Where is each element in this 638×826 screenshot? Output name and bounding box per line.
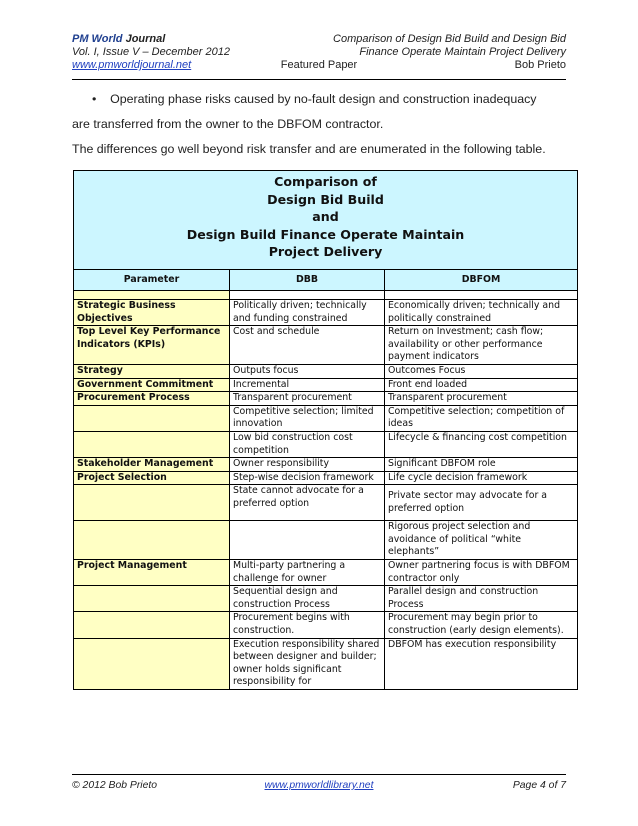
table-row	[74, 586, 578, 612]
footer-copyright: © 2012 Bob Prieto	[72, 780, 158, 791]
table-row	[74, 485, 578, 521]
spacer-cell	[74, 290, 230, 299]
parameter-cell: Top Level Key Performance Indicators (KPIs)	[74, 326, 230, 365]
bullet-continuation: are transferred from the owner to the DBFOM contractor.	[72, 117, 384, 131]
spacer-cell	[385, 290, 578, 299]
table-header-row	[74, 269, 578, 290]
table-row	[74, 299, 578, 325]
spacer-row	[74, 290, 578, 299]
spacer-cell	[230, 290, 385, 299]
parameter-cell	[74, 638, 230, 689]
dbfom-cell: Parallel design and construction Process	[385, 586, 578, 612]
page-header	[72, 33, 566, 77]
journal-name-suffix: Journal	[122, 33, 166, 45]
footer-url-link[interactable]: www.pmworldlibrary.net	[264, 780, 374, 791]
table-row	[74, 521, 578, 560]
parameter-cell: Strategy	[74, 364, 230, 378]
parameter-cell: Government Commitment	[74, 378, 230, 392]
parameter-cell	[74, 612, 230, 638]
dbb-cell: Politically driven; technically and funding constrained	[230, 299, 385, 325]
header-dbfom: DBFOM	[385, 269, 578, 290]
bullet-item	[92, 92, 537, 106]
header-parameter: Parameter	[74, 269, 230, 290]
paper-title-line1: Comparison of Design Bid Build and Design Bid	[333, 33, 566, 45]
dbb-cell: Execution responsibility shared between designer and builder; owner holds significant responsibility for	[230, 638, 385, 689]
dbfom-cell: Front end loaded	[385, 378, 578, 392]
dbfom-cell: Procurement may begin prior to construction (early design elements).	[385, 612, 578, 638]
dbfom-cell: Significant DBFOM role	[385, 458, 578, 472]
dbb-cell: State cannot advocate for a preferred option	[230, 485, 385, 521]
parameter-cell	[74, 521, 230, 560]
footer-page-number: Page 4 of 7	[512, 780, 566, 791]
parameter-cell: Procurement Process	[74, 392, 230, 406]
page-footer	[72, 780, 566, 791]
dbb-cell: Owner responsibility	[230, 458, 385, 472]
paper-section: Featured Paper	[280, 59, 358, 71]
table-row	[74, 392, 578, 406]
header-dbb: DBB	[230, 269, 385, 290]
table-row	[74, 638, 578, 689]
dbfom-cell: Life cycle decision framework	[385, 471, 578, 485]
table-row	[74, 458, 578, 472]
paper-title-line2: Finance Operate Maintain Project Delivery	[359, 46, 566, 58]
comparison-table	[73, 170, 578, 690]
dbfom-cell: Private sector may advocate for a preferred option	[385, 485, 578, 521]
table-title-line: and	[312, 209, 339, 225]
bullet-text: Operating phase risks caused by no-fault design and construction inadequacy	[110, 92, 537, 106]
parameter-cell: Stakeholder Management	[74, 458, 230, 472]
header-rule	[72, 79, 566, 80]
dbfom-cell: Owner partnering focus is with DBFOM contractor only	[385, 560, 578, 586]
parameter-cell: Project Management	[74, 560, 230, 586]
parameter-cell	[74, 431, 230, 457]
dbfom-cell: Rigorous project selection and avoidance of political “white elephants”	[385, 521, 578, 560]
journal-name: PM World	[72, 33, 123, 45]
parameter-cell	[74, 586, 230, 612]
dbfom-cell: Lifecycle & financing cost competition	[385, 431, 578, 457]
table-title	[74, 171, 578, 270]
dbfom-cell: DBFOM has execution responsibility	[385, 638, 578, 689]
parameter-cell	[74, 405, 230, 431]
table-body	[74, 299, 578, 689]
parameter-cell: Project Selection	[74, 471, 230, 485]
parameter-cell	[74, 485, 230, 521]
table-row	[74, 378, 578, 392]
table-title-line: Design Bid Build	[267, 191, 384, 207]
dbfom-cell: Competitive selection; competition of ideas	[385, 405, 578, 431]
parameter-cell: Strategic Business Objectives	[74, 299, 230, 325]
dbb-cell: Multi-party partnering a challenge for owner	[230, 560, 385, 586]
dbfom-cell: Outcomes Focus	[385, 364, 578, 378]
journal-issue: Vol. I, Issue V – December 2012	[72, 46, 230, 58]
table-row	[74, 431, 578, 457]
paper-author: Bob Prieto	[514, 59, 566, 71]
dbb-cell	[230, 521, 385, 560]
table-row	[74, 326, 578, 365]
table-row	[74, 364, 578, 378]
bullet-icon: •	[92, 92, 97, 106]
dbfom-cell: Transparent procurement	[385, 392, 578, 406]
table-row	[74, 405, 578, 431]
dbb-cell: Incremental	[230, 378, 385, 392]
table-row	[74, 471, 578, 485]
table-title-line: Project Delivery	[268, 244, 383, 260]
table-row	[74, 612, 578, 638]
journal-url-link[interactable]: www.pmworldjournal.net	[72, 59, 192, 71]
dbb-cell: Transparent procurement	[230, 392, 385, 406]
table-row	[74, 560, 578, 586]
table-title-line: Design Build Finance Operate Maintain	[186, 226, 465, 242]
dbfom-cell: Return on Investment; cash flow; availability or other performance payment indicators	[385, 326, 578, 365]
dbb-cell: Low bid construction cost competition	[230, 431, 385, 457]
dbb-cell: Competitive selection; limited innovation	[230, 405, 385, 431]
dbb-cell: Sequential design and construction Process	[230, 586, 385, 612]
table-title-line: Comparison of	[274, 174, 377, 189]
dbb-cell: Cost and schedule	[230, 326, 385, 365]
dbb-cell: Outputs focus	[230, 364, 385, 378]
footer-rule	[72, 774, 566, 775]
dbb-cell: Procurement begins with construction.	[230, 612, 385, 638]
intro-paragraph: The differences go well beyond risk transfer and are enumerated in the following table.	[72, 142, 546, 156]
dbfom-cell: Economically driven; technically and politically constrained	[385, 299, 578, 325]
dbb-cell: Step-wise decision framework	[230, 471, 385, 485]
